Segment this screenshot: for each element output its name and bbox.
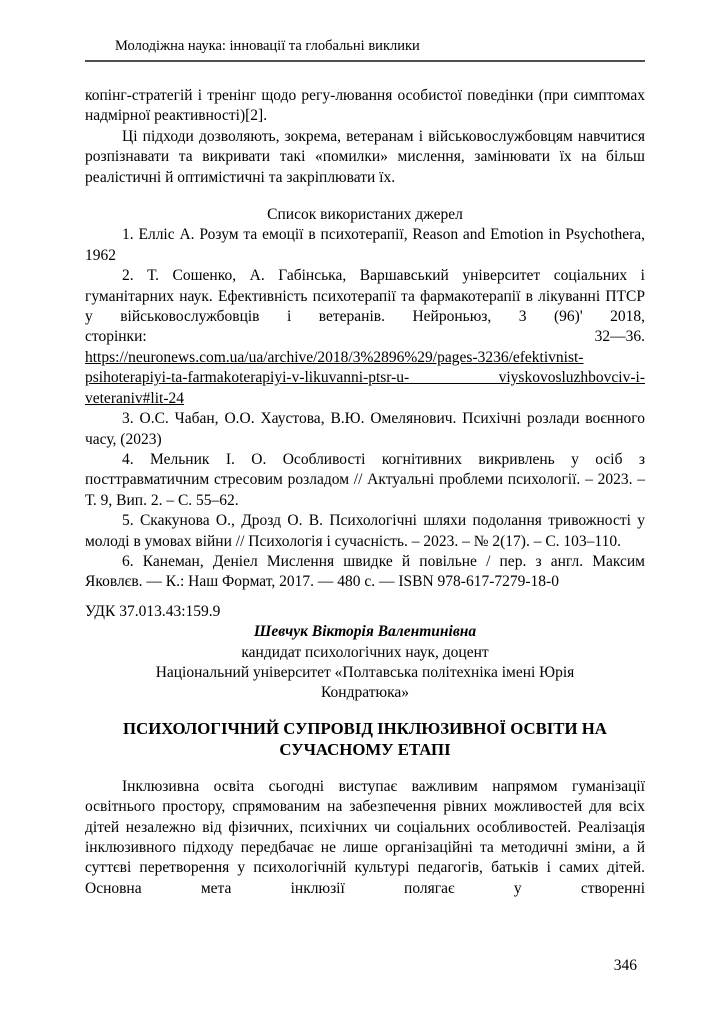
reference-item-2 xyxy=(85,266,645,409)
references-heading: Список використаних джерел xyxy=(267,206,463,224)
page-number: 346 xyxy=(613,957,637,974)
url-line-1[interactable]: https://neuronews.com.ua/ua/archive/2018/3%2896%29/pages-3236/efektivnist- xyxy=(85,348,584,366)
paragraph-approaches: Ці підходи дозволяють, зокрема, ветеранам і військовослужбовцям навчитися розпізнавати та викривати такі «помилки» мислення, замінювати їх на більш реалістичні й оптимістичні та закріплювати їх. xyxy=(85,127,645,186)
reference-2-pages-line xyxy=(85,327,645,347)
author-name: Шевчук Вікторія Валентинівна xyxy=(253,623,477,641)
udc-code: УДК 37.013.43:159.9 xyxy=(85,602,221,620)
article-title: ПСИХОЛОГІЧНИЙ СУПРОВІД ІНКЛЮЗИВНОЇ ОСВІТИ НА СУЧАСНОМУ ЕТАПІ xyxy=(123,718,607,760)
pages-label: сторінки: xyxy=(85,328,147,346)
url-line-3[interactable]: veteraniv#lit-24 xyxy=(85,389,184,407)
reference-item-3: 3. О.С. Чабан, О.О. Хаустова, В.Ю. Омелянович. Психічні розлади воєнного часу, (2023) xyxy=(85,410,645,448)
reference-item-1: 1. Елліс А. Розум та емоції в психотерапії, Reason and Emotion in Psychothera, 1962 xyxy=(85,226,645,264)
running-header: Молодіжна наука: інновації та глобальні виклики xyxy=(115,38,420,54)
reference-2-citation: 2. Т. Сошенко, А. Габінська, Варшавський університет соціальних і гуманітарних наук. Ефективність психотерапії та фармакотерапії в лікуванні ПТСР у військовослужбовців і ветеранів. Нейроньюз, 3 (96)' 2018, xyxy=(85,267,645,326)
paragraph-coping-strategies: копінг-стратегій і тренінг щодо регу-лювання особистої поведінки (при симптомах надмірної реактивності)[2]. xyxy=(85,87,645,125)
url-line-2[interactable]: psihoterapiyi-ta-farmakoterapiyi-v-likuvanni-ptsr-u- viyskovosluzhbovciv-i- xyxy=(85,369,645,387)
reference-item-5: 5. Скакунова О., Дрозд О. В. Психологічні шляхи подолання тривожності у молоді в умовах війни // Психологія і сучасність. – 2023. – № 2(17). – С. 103–110. xyxy=(85,512,645,550)
header-rule xyxy=(85,60,645,62)
reference-2-url-link[interactable] xyxy=(85,348,645,409)
page-content xyxy=(85,0,645,899)
reference-item-6: 6. Канеман, Деніел Мислення швидке й повільне / пер. з англ. Максим Яковлєв. — К.: Наш Формат, 2017. — 480 с. — ISBN 978-617-7279-18-0 xyxy=(85,552,645,591)
author-degree: кандидат психологічних наук, доцент xyxy=(241,643,489,661)
author-affiliation: Національний університет «Полтавська політехніка імені Юрія Кондратюка» xyxy=(155,663,575,702)
article-first-paragraph: Інклюзивна освіта сьогодні виступає важливим напрямом гуманізації освітнього простору, спрямованим на забезпечення рівних можливостей для всіх дітей незалежно від фізичних, психічних чи соціальних особливостей. Реалізація інклюзивного підходу передбачає не лише організаційні та методичні зміни, а й суттєві перетворення у психологічній культурі педагогів, батьків і самих дітей. Основна мета інклюзії полягає у створенні xyxy=(85,777,645,897)
pages-value: 32—36. xyxy=(594,328,645,346)
reference-item-4: 4. Мельник І. О. Особливості когнітивних викривлень у осіб з посттравматичним стресовим розладом // Актуальні проблеми психології. – 2023. – Т. 9, Вип. 2. – С. 55–62. xyxy=(85,450,645,509)
